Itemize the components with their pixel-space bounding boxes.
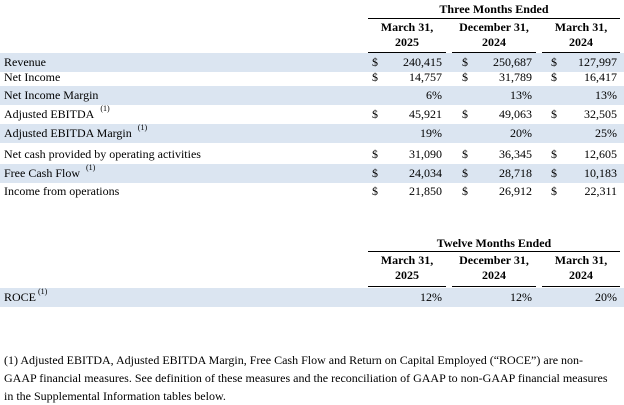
value-q4-2024: 36,345	[499, 147, 532, 161]
table-row	[0, 86, 624, 105]
col-header-q1-2024	[542, 20, 620, 50]
footnote-text: (1) Adjusted EBITDA, Adjusted EBITDA Margin, Free Cash Flow and Return on Capital Employed (“ROCE”) are non-GAAP financial measures. See definition of these measures and the reconciliation of GAAP to non-GAAP financial measures in the Supplemental Information tables below.	[4, 353, 608, 403]
value-q1-2025: 24,034	[409, 166, 442, 180]
dollar-sign: $	[551, 184, 557, 198]
value-q4-2024: 20%	[510, 126, 532, 140]
group-header-underline	[368, 251, 620, 252]
table-row	[0, 124, 624, 143]
col-header-line1: March 31,	[554, 253, 608, 267]
table-row	[0, 182, 624, 201]
col-header-line2: 2025	[395, 268, 419, 282]
dollar-sign: $	[462, 107, 468, 121]
value-q1-2024: 12,605	[584, 147, 617, 161]
dollar-sign: $	[462, 184, 468, 198]
value-ttm-q4-2024: 12%	[510, 290, 532, 304]
row-label: Revenue	[4, 55, 46, 69]
col-header-ttm-q4-2024	[452, 253, 536, 283]
row-label: Adjusted EBITDA $^{(1)}$	[4, 104, 110, 121]
value-q1-2024: 32,505	[584, 107, 617, 121]
value-q1-2024: 127,997	[578, 55, 617, 69]
col-header-line1: December 31,	[459, 253, 529, 267]
row-label: Net Income	[4, 70, 61, 84]
dollar-sign: $	[462, 70, 468, 84]
row-label: Adjusted EBITDA Margin $^{(1)}$	[4, 123, 148, 140]
value-q1-2025: 45,921	[409, 107, 442, 121]
row-label: ROCE $^{(1)}$	[4, 287, 48, 304]
value-q4-2024: 13%	[510, 88, 532, 102]
value-q1-2024: 22,311	[584, 184, 617, 198]
dollar-sign: $	[551, 147, 557, 161]
value-q4-2024: 26,912	[499, 184, 532, 198]
value-q1-2025: 240,415	[403, 55, 442, 69]
dollar-sign: $	[372, 70, 378, 84]
col-header-ttm-q1-2024	[542, 253, 620, 283]
dollar-sign: $	[551, 166, 557, 180]
col-header-line1: March 31,	[380, 20, 434, 34]
table-row	[0, 164, 624, 183]
dollar-sign: $	[372, 107, 378, 121]
col-header-line2: 2024	[482, 268, 506, 282]
col-header-q4-2024	[452, 20, 536, 50]
col-header-line2: 2024	[569, 35, 593, 49]
row-label: Net cash provided by operating activities	[4, 147, 201, 161]
value-ttm-q1-2025: 12%	[420, 290, 442, 304]
dollar-sign: $	[372, 147, 378, 161]
value-q4-2024: 31,789	[499, 70, 532, 84]
col-header-line1: March 31,	[554, 20, 608, 34]
dollar-sign: $	[462, 55, 468, 69]
dollar-sign: $	[372, 55, 378, 69]
value-q4-2024: 49,063	[499, 107, 532, 121]
row-label: Net Income Margin	[4, 88, 99, 102]
col-header-q1-2025	[368, 20, 446, 50]
value-q1-2025: 14,757	[409, 70, 442, 84]
row-label: Income from operations	[4, 184, 120, 198]
value-q1-2024: 25%	[595, 126, 617, 140]
col-header-line2: 2024	[482, 35, 506, 49]
col-header-underline-1	[368, 286, 446, 287]
value-q1-2024: 13%	[595, 88, 617, 102]
col-header-underline-2	[452, 286, 536, 287]
value-q1-2025: 21,850	[409, 184, 442, 198]
dollar-sign: $	[462, 147, 468, 161]
value-q1-2024: 10,183	[584, 166, 617, 180]
col-header-underline-3	[542, 286, 620, 287]
value-q1-2024: 16,417	[584, 70, 617, 84]
value-q1-2025: 31,090	[409, 147, 442, 161]
value-q4-2024: 28,718	[499, 166, 532, 180]
col-header-line2: 2025	[395, 35, 419, 49]
value-q1-2025: 19%	[420, 126, 442, 140]
col-header-line1: March 31,	[380, 253, 434, 267]
table-row	[0, 288, 624, 307]
table-row	[0, 68, 624, 87]
col-header-ttm-q1-2025	[368, 253, 446, 283]
table-row	[0, 145, 624, 164]
group-header-underline	[368, 18, 620, 19]
value-ttm-q1-2024: 20%	[595, 290, 617, 304]
dollar-sign: $	[462, 166, 468, 180]
dollar-sign: $	[551, 107, 557, 121]
table-row	[0, 105, 624, 124]
row-label: Free Cash Flow $^{(1)}$	[4, 163, 96, 180]
three-months-ended-header: Three Months Ended	[439, 2, 549, 16]
dollar-sign: $	[551, 55, 557, 69]
dollar-sign: $	[372, 166, 378, 180]
dollar-sign: $	[372, 184, 378, 198]
dollar-sign: $	[551, 70, 557, 84]
value-q1-2025: 6%	[426, 88, 442, 102]
col-header-line2: 2024	[569, 268, 593, 282]
twelve-months-ended-header: Twelve Months Ended	[436, 236, 552, 250]
col-header-line1: December 31,	[459, 20, 529, 34]
value-q4-2024: 250,687	[493, 55, 532, 69]
